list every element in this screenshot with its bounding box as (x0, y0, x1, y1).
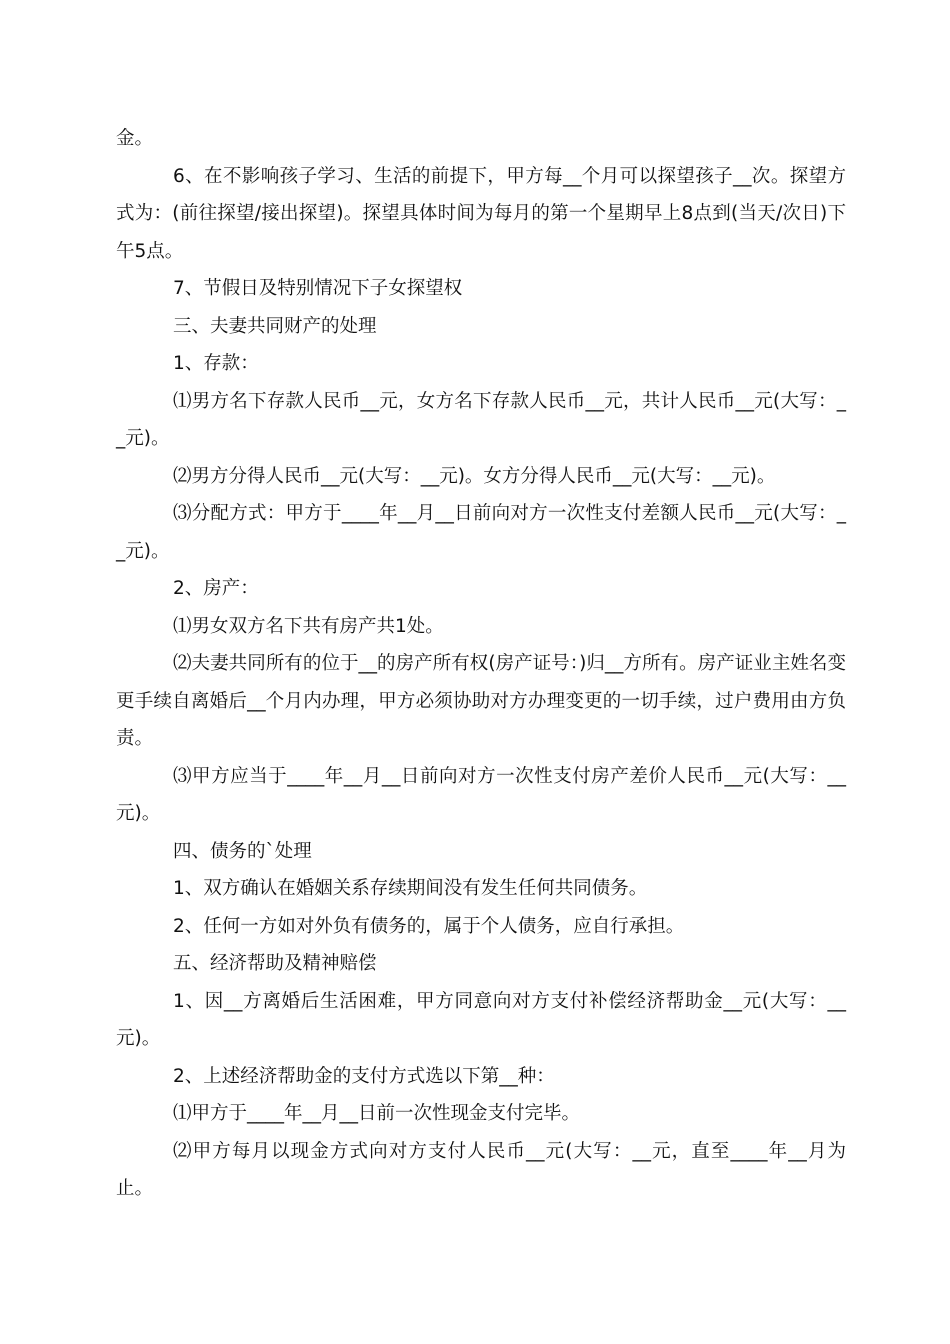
paragraph-real-estate-3: ⑶甲方应当于____年__月__日前向对方一次性支付房产差价人民币__元(大写：__元)。 (116, 765, 846, 824)
section-heading-property: 三、夫妻共同财产的处理 (173, 315, 377, 337)
paragraph-real-estate-heading: 2、房产： (173, 578, 259, 599)
paragraph-real-estate-2: ⑵夫妻共同所有的位于__的房产所有权(房产证号：)归__方所有。房产证业主姓名变更手续自离婚后__个月内办理，甲方必须协助对方办理变更的一切手续，过户费用由方负责。 (116, 653, 846, 749)
paragraph-continuation: 金。 (116, 128, 154, 149)
paragraph-debts-2: 2、任何一方如对外负有债务的，属于个人债务，应自行承担。 (173, 915, 685, 937)
paragraph-deposits-3: ⑶分配方式：甲方于____年__月__日前向对方一次性支付差额人民币__元(大写：__元)。 (116, 503, 846, 562)
paragraph-visitation-terms: 6、在不影响孩子学习、生活的前提下，甲方每__个月可以探望孩子__次。探望方式为：(前往探望/接出探望)。探望具体时间为每月的第一个星期早上8点到(当天/次日)下午5点。 (116, 165, 846, 262)
paragraph-deposits-1: ⑴男方名下存款人民币__元，女方名下存款人民币__元，共计人民币__元(大写：__元)。 (116, 390, 846, 449)
paragraph-debts-1: 1、双方确认在婚姻关系存续期间没有发生任何共同债务。 (173, 878, 648, 899)
paragraph-deposits-2: ⑵男方分得人民币__元(大写：__元)。女方分得人民币__元(大写：__元)。 (173, 465, 776, 487)
section-heading-economic-help: 五、经济帮助及精神赔偿 (173, 953, 377, 974)
paragraph-payment-option-1: ⑴甲方于____年__月__日前一次性现金支付完毕。 (173, 1103, 581, 1124)
paragraph-economic-help-1: 1、因__方离婚后生活困难，甲方同意向对方支付补偿经济帮助金__元(大写：__元)。 (116, 990, 846, 1049)
document-page (116, 120, 846, 1208)
paragraph-holiday-visitation: 7、节假日及特别情况下子女探望权 (173, 278, 463, 299)
paragraph-economic-help-2: 2、上述经济帮助金的支付方式选以下第__种： (173, 1065, 555, 1087)
section-heading-debts: 四、债务的`处理 (173, 840, 312, 862)
paragraph-deposits-heading: 1、存款： (173, 353, 259, 374)
paragraph-payment-option-2: ⑵甲方每月以现金方式向对方支付人民币__元(大写：__元，直至____年__月为止。 (116, 1140, 846, 1199)
paragraph-real-estate-1: ⑴男女双方名下共有房产共1处。 (173, 615, 444, 637)
